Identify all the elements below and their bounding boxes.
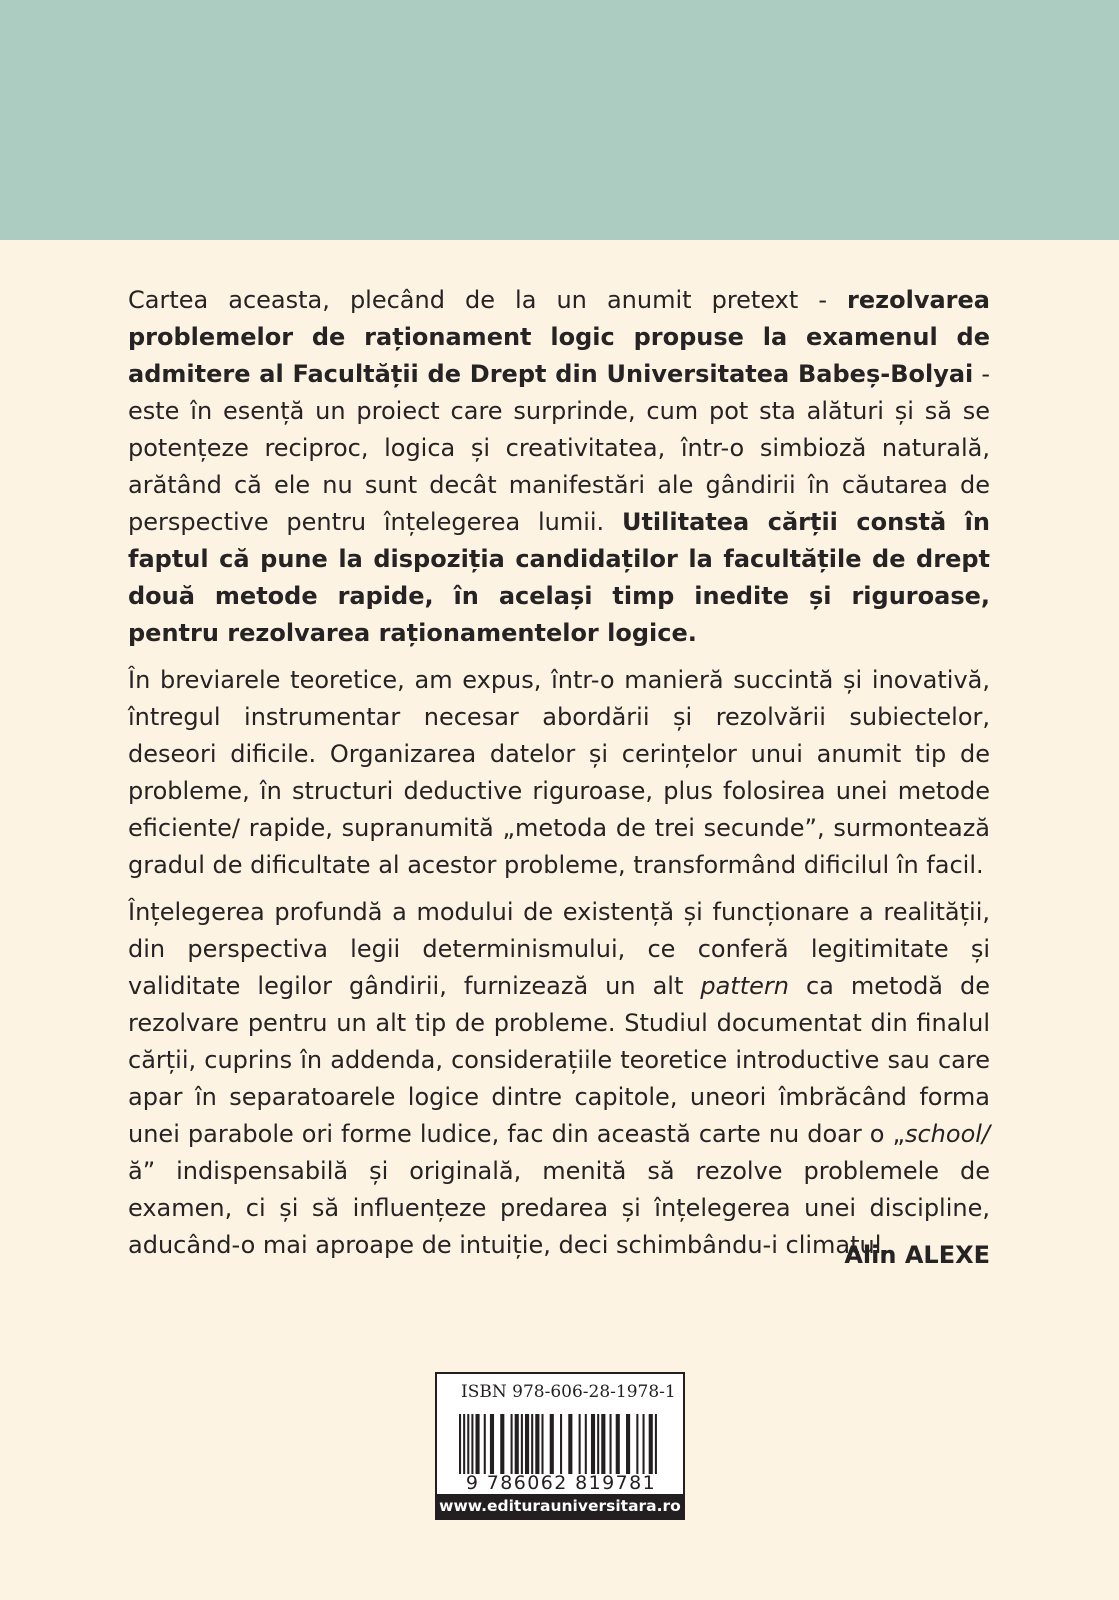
barcode-digits: 9 786062 819781 [465, 1472, 657, 1494]
barcode-bar [568, 1414, 572, 1474]
barcode-bar [471, 1414, 473, 1474]
barcode-bar [585, 1414, 587, 1474]
barcode-bar [649, 1414, 653, 1474]
barcode-bar [616, 1414, 620, 1474]
paragraph-1-bold-a: rezolvarea problemelor de raționament logic propuse la examenul de admitere al Facultății de Drept din Universitatea Babeș-Bolyai [128, 286, 990, 388]
paragraph-3-text-b: ca metodă de rezolvare pentru un alt tip de probleme. Studiul documentat din finalul cărții, cuprins în addenda, considerațiile teoretice introductive sau care apar în separatoarele logice dintre capitole, uneori îmbrăcând forma unei parabole ori forme ludice, fac din această carte nu doar o „ [128, 972, 991, 1148]
barcode-bar [610, 1414, 612, 1474]
barcode-bar [511, 1414, 513, 1474]
barcode-bar [550, 1414, 554, 1474]
barcode-bar [463, 1414, 465, 1474]
barcode-bar [601, 1414, 605, 1474]
barcode-bar [484, 1414, 486, 1474]
barcode-bar [626, 1414, 630, 1474]
isbn-barcode-box [435, 1372, 685, 1520]
barcode-bar [579, 1414, 581, 1474]
barcode-bar [560, 1414, 562, 1474]
publisher-url: www.editurauniversitara.ro [437, 1494, 683, 1518]
top-color-band [0, 0, 1119, 240]
paragraph-1-text-a: Cartea aceasta, plecând de la un anumit pretext - [128, 286, 848, 314]
barcode-bar [591, 1414, 595, 1474]
barcode-bar [531, 1414, 533, 1474]
paragraph-1-bold-b: Utilitatea cărții constă în faptul că pune la dispoziția candidaților la facultățile de drept două metode rapide, în același timp inedite și riguroase, pentru rezolvarea raționamentelor logice. [128, 508, 990, 647]
paragraph-3-italic-pattern: pattern [700, 972, 789, 1000]
barcode-bars [459, 1414, 659, 1474]
paragraph-1 [128, 282, 990, 652]
barcode-bar [636, 1414, 638, 1474]
barcode-bar [597, 1414, 599, 1474]
barcode-bar [535, 1414, 539, 1474]
barcode-bar [500, 1414, 504, 1474]
paragraph-3-text-c: ă” indispensabilă și originală, menită să rezolve problemele de examen, ci și să influențeze predarea și înțelegerea unei discipline, aducând-o mai aproape de intuiție, deci schimbându-i climatul. [128, 1157, 990, 1259]
barcode-bar [643, 1414, 645, 1474]
barcode-bar [541, 1414, 543, 1474]
barcode-bar [521, 1414, 523, 1474]
barcode-bar [490, 1414, 494, 1474]
paragraph-3-italic-school: school/ [904, 1120, 990, 1148]
barcode-bar [525, 1414, 529, 1474]
paragraph-3-text-a: Înțelegerea profundă a modului de existență și funcționare a realității, din perspectiva legii determinismului, ce conferă legitimitate și validitate legilor gândirii, furnizează un alt [128, 898, 990, 1000]
paragraph-2: În breviarele teoretice, am expus, într-o manieră succintă și inovativă, întregul instrumentar necesar abordării și rezolvării subiectelor, deseori dificile. Organizarea datelor și cerințelor unui anumit tip de probleme, în structuri deductive riguroase, plus folosirea unei metode eficiente/ rapide, supranumită „metoda de trei secunde”, surmontează gradul de dificultate al acestor probleme, transformând dificilul în facil. [128, 666, 990, 879]
barcode-bar [475, 1414, 479, 1474]
barcode-bar [655, 1414, 657, 1474]
barcode-bar [459, 1414, 461, 1474]
back-cover-text [128, 282, 990, 1274]
paragraph-1-text-b: - este în esență un proiect care surprinde, cum pot sta alături și să se potențeze reciproc, logica și creativitatea, într-o simbioză naturală, arătând că ele nu sunt decât manifestări ale gândirii în căutarea de perspective pentru înțelegerea lumii. [128, 360, 990, 536]
author-name: Alin ALEXE [844, 1241, 990, 1269]
paragraph-3 [128, 894, 990, 1264]
barcode-bar [467, 1414, 469, 1474]
barcode-bar [515, 1414, 519, 1474]
isbn-label: ISBN 978-606-28-1978-1 [461, 1382, 676, 1402]
